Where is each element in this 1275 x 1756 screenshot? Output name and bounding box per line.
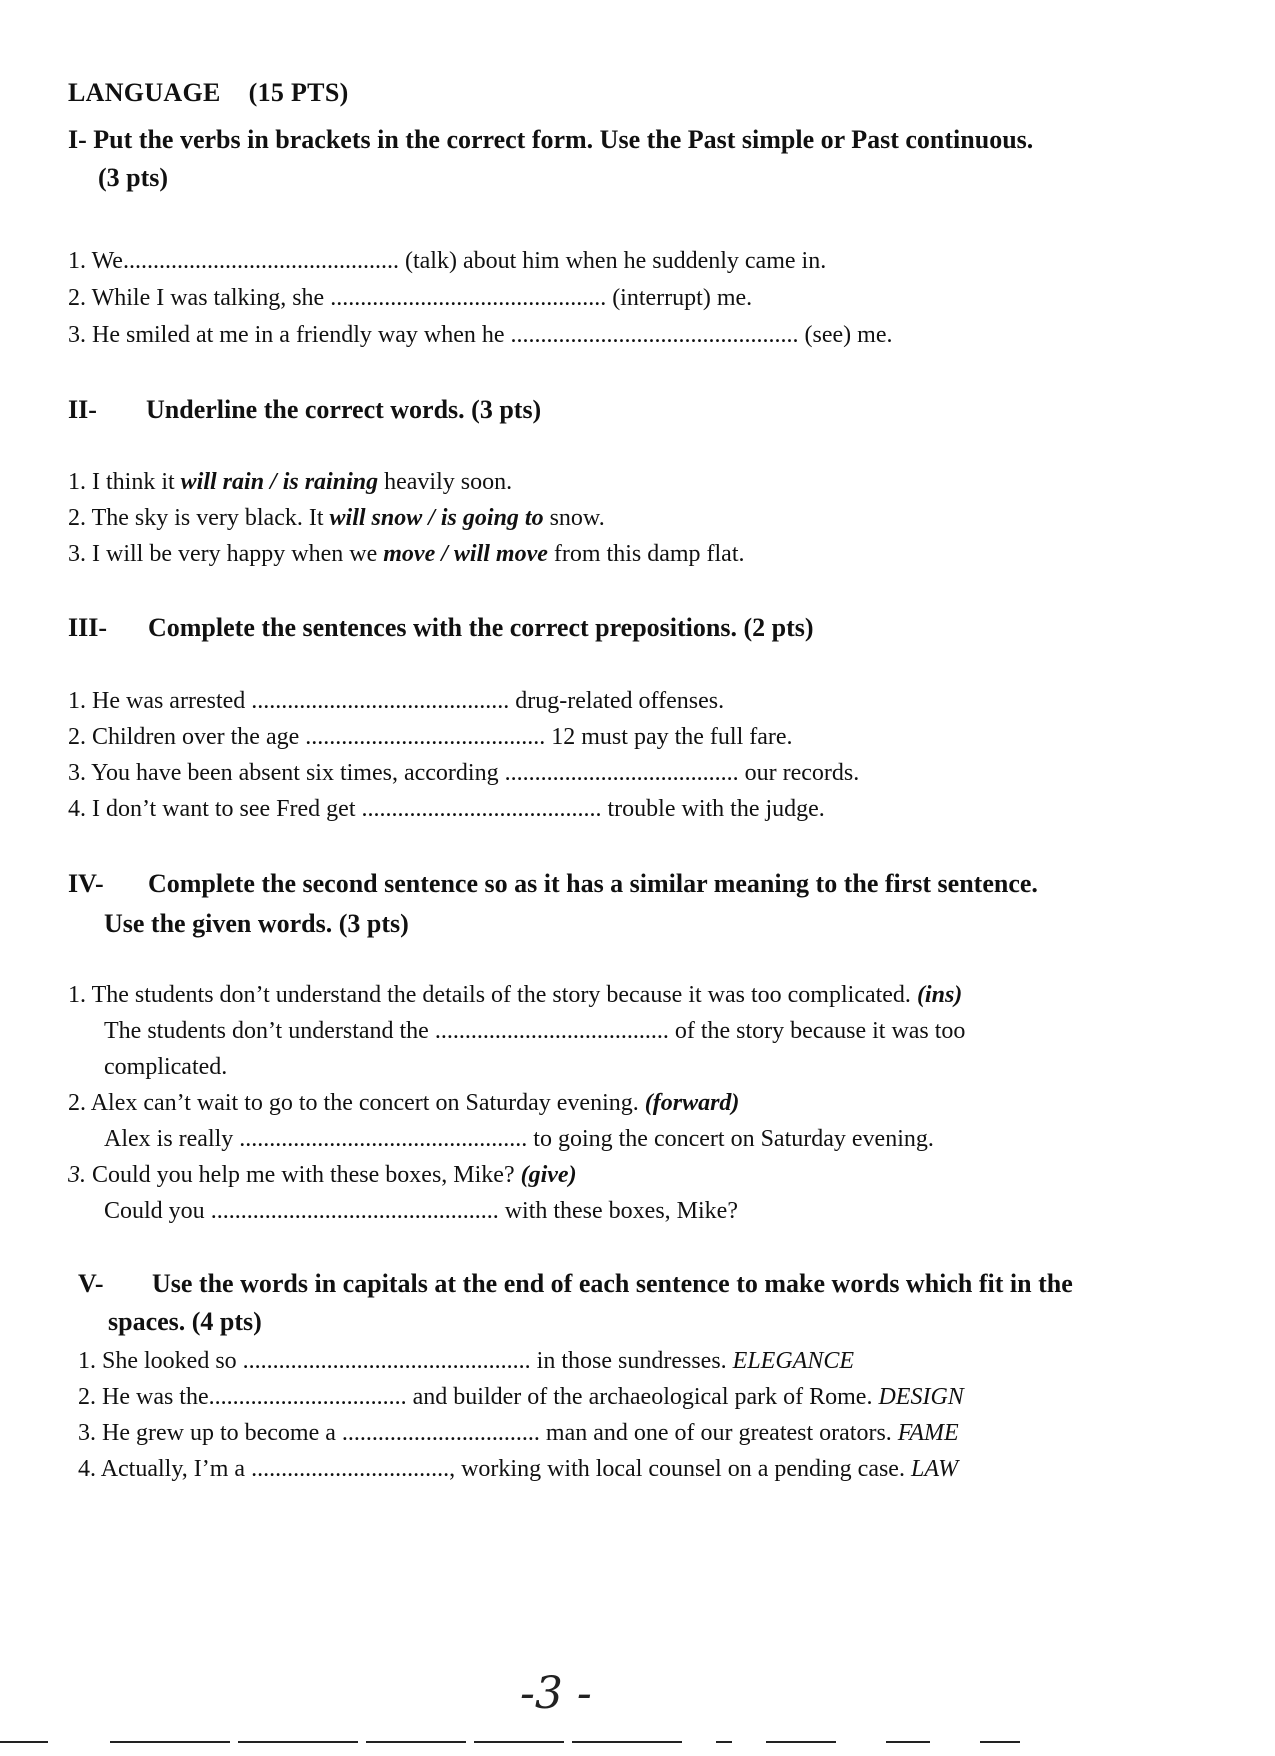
item-number: 2.: [68, 505, 86, 531]
section-4-title: [68, 864, 1038, 904]
s2-item-2: [68, 503, 605, 533]
s4-item-3-rewrite: [104, 1196, 738, 1226]
item-text: snow.: [543, 505, 605, 531]
item-text: of the story because it was too: [668, 1018, 966, 1044]
s1-item-1: [68, 246, 826, 276]
item-number: 2.: [78, 1384, 96, 1410]
item-text: (talk) about him when he suddenly came in.: [398, 248, 827, 274]
section-4-number: IV-: [68, 869, 104, 898]
heading-points: (15 PTS): [248, 78, 349, 107]
item-text: The sky is very black. It: [91, 505, 330, 531]
section-2-instruction: Underline the correct words. (3 pts): [146, 395, 542, 424]
item-text: from this damp flat.: [547, 541, 745, 567]
rule-segment: [0, 1741, 48, 1743]
item-text: The students don’t understand the: [104, 1018, 435, 1044]
word-choice[interactable]: move / will move: [383, 541, 548, 567]
item-text: I think it: [92, 469, 181, 495]
blank-line: ................................................: [242, 1348, 531, 1374]
capital-word: LAW: [910, 1456, 959, 1482]
blank-line: ................................................: [510, 322, 799, 348]
blank-line: ..............................................: [330, 285, 607, 311]
item-text: our records.: [738, 760, 860, 786]
s3-item-2: [68, 722, 793, 752]
s1-item-2: [68, 283, 752, 313]
item-text: Alex is really: [104, 1126, 240, 1152]
given-word: (ins): [916, 982, 963, 1008]
rule-segment: [110, 1741, 230, 1743]
item-text: He was the: [102, 1384, 209, 1410]
item-number: 2.: [68, 285, 86, 311]
item-text: The students don’t understand the details of the story because it was too complicated.: [91, 982, 917, 1008]
section-2-number: II-: [68, 395, 97, 424]
item-text: man and one of our greatest orators.: [539, 1420, 898, 1446]
s1-item-3: [68, 320, 893, 350]
blank-line: .................................: [208, 1384, 407, 1410]
item-text: He was arrested: [92, 688, 252, 714]
section-4-title-line2: Use the given words. (3 pts): [104, 909, 409, 938]
s3-item-1: [68, 686, 724, 716]
s2-item-1: [68, 467, 512, 497]
item-text: with these boxes, Mike?: [498, 1198, 738, 1224]
s5-item-1: [78, 1346, 854, 1376]
rule-segment: [886, 1741, 930, 1743]
s5-item-2: [78, 1382, 964, 1412]
section-1-number: I-: [68, 125, 87, 154]
s4-item-1-rewrite-cont: complicated.: [104, 1054, 228, 1080]
rule-segment: [238, 1741, 358, 1743]
section-5-number: V-: [78, 1269, 104, 1298]
section-2-title: [68, 390, 541, 430]
blank-line: ...........................................: [251, 688, 510, 714]
item-text: We: [91, 248, 123, 274]
item-number: 3.: [68, 1162, 86, 1188]
item-number: 1.: [68, 688, 86, 714]
s3-item-4: [68, 794, 825, 824]
item-number: 1.: [68, 248, 86, 274]
rule-segment: [366, 1741, 466, 1743]
section-3-instruction: Complete the sentences with the correct prepositions. (2 pts): [148, 613, 814, 642]
blank-line: ........................................: [305, 724, 546, 750]
item-text: to going the concert on Saturday evening.: [527, 1126, 934, 1152]
item-number: 1.: [68, 982, 86, 1008]
item-text: I don’t want to see Fred get: [92, 796, 362, 822]
item-text: Could you help me with these boxes, Mike?: [92, 1162, 521, 1188]
item-text: Children over the age: [92, 724, 306, 750]
item-text: Actually, I’m a: [100, 1456, 252, 1482]
section-1-title-points: (3 pts): [98, 163, 169, 192]
given-word: (forward): [644, 1090, 740, 1116]
section-5-title-line2: spaces. (4 pts): [108, 1307, 262, 1336]
blank-line: ........................................: [361, 796, 602, 822]
s4-item-2: [68, 1088, 739, 1118]
s5-item-4: [78, 1454, 958, 1484]
section-1-instruction: Put the verbs in brackets in the correct form. Use the Past simple or Past continuous.: [93, 125, 1034, 154]
s4-item-3: [68, 1160, 577, 1190]
page-number: -3 -: [520, 1668, 592, 1719]
item-text: 12 must pay the full fare.: [545, 724, 793, 750]
item-number: 2.: [68, 724, 86, 750]
item-text: Alex can’t wait to go to the concert on Saturday evening.: [90, 1090, 645, 1116]
item-number: 1.: [78, 1348, 96, 1374]
item-text: While I was talking, she: [91, 285, 331, 311]
item-text: in those sundresses.: [530, 1348, 733, 1374]
section-3-title: [68, 608, 814, 648]
s4-item-1-rewrite: [104, 1016, 965, 1046]
rule-segment: [572, 1741, 682, 1743]
item-text: (see) me.: [798, 322, 893, 348]
rule-segment: [474, 1741, 564, 1743]
blank-line: ................................................: [210, 1198, 499, 1224]
capital-word: DESIGN: [878, 1384, 964, 1410]
s5-item-3: [78, 1418, 959, 1448]
rule-segment: [716, 1741, 732, 1743]
section-5-instruction: Use the words in capitals at the end of each sentence to make words which fit in the: [152, 1269, 1073, 1298]
section-1-title: [68, 120, 1033, 160]
item-number: 3.: [68, 322, 86, 348]
item-text: I will be very happy when we: [92, 541, 384, 567]
section-3-number: III-: [68, 613, 108, 642]
item-number: 4.: [68, 796, 86, 822]
s3-item-3: [68, 758, 859, 788]
item-number: 3.: [68, 760, 86, 786]
item-text: and builder of the archaeological park of Rome.: [406, 1384, 879, 1410]
item-number: 4.: [78, 1456, 96, 1482]
item-text: working with local counsel on a pending case.: [455, 1456, 911, 1482]
item-text: He grew up to become a: [102, 1420, 342, 1446]
item-text: You have been absent six times, according: [91, 760, 505, 786]
rule-segment: [980, 1741, 1020, 1743]
capital-word: FAME: [897, 1420, 959, 1446]
item-text: (interrupt) me.: [606, 285, 753, 311]
item-number: 3.: [78, 1420, 96, 1446]
given-word: (give): [520, 1162, 577, 1188]
blank-line: .................................: [341, 1420, 540, 1446]
item-text: He smiled at me in a friendly way when he: [92, 322, 511, 348]
item-text: Could you: [104, 1198, 211, 1224]
rule-segment: [766, 1741, 836, 1743]
item-number: 2.: [68, 1090, 86, 1116]
s4-item-2-rewrite: [104, 1124, 934, 1154]
s4-item-1: [68, 980, 962, 1010]
word-choice[interactable]: will rain / is raining: [180, 469, 379, 495]
item-number: 3.: [68, 541, 86, 567]
blank-line: .......................................: [434, 1018, 669, 1044]
item-text: She looked so: [102, 1348, 243, 1374]
s2-item-3: [68, 539, 745, 569]
capital-word: ELEGANCE: [732, 1348, 854, 1374]
page-heading: [68, 78, 349, 108]
blank-line: .................................,: [251, 1456, 456, 1482]
blank-line: ..............................................: [122, 248, 399, 274]
item-number: 1.: [68, 469, 86, 495]
section-5-title: [78, 1264, 1073, 1304]
item-text: heavily soon.: [378, 469, 513, 495]
item-text: drug-related offenses.: [509, 688, 725, 714]
blank-line: ................................................: [239, 1126, 528, 1152]
blank-line: .......................................: [504, 760, 739, 786]
item-text: trouble with the judge.: [601, 796, 825, 822]
word-choice[interactable]: will snow / is going to: [329, 505, 544, 531]
heading-title: LANGUAGE: [68, 78, 221, 107]
section-4-instruction: Complete the second sentence so as it has a similar meaning to the first sentence.: [148, 869, 1038, 898]
